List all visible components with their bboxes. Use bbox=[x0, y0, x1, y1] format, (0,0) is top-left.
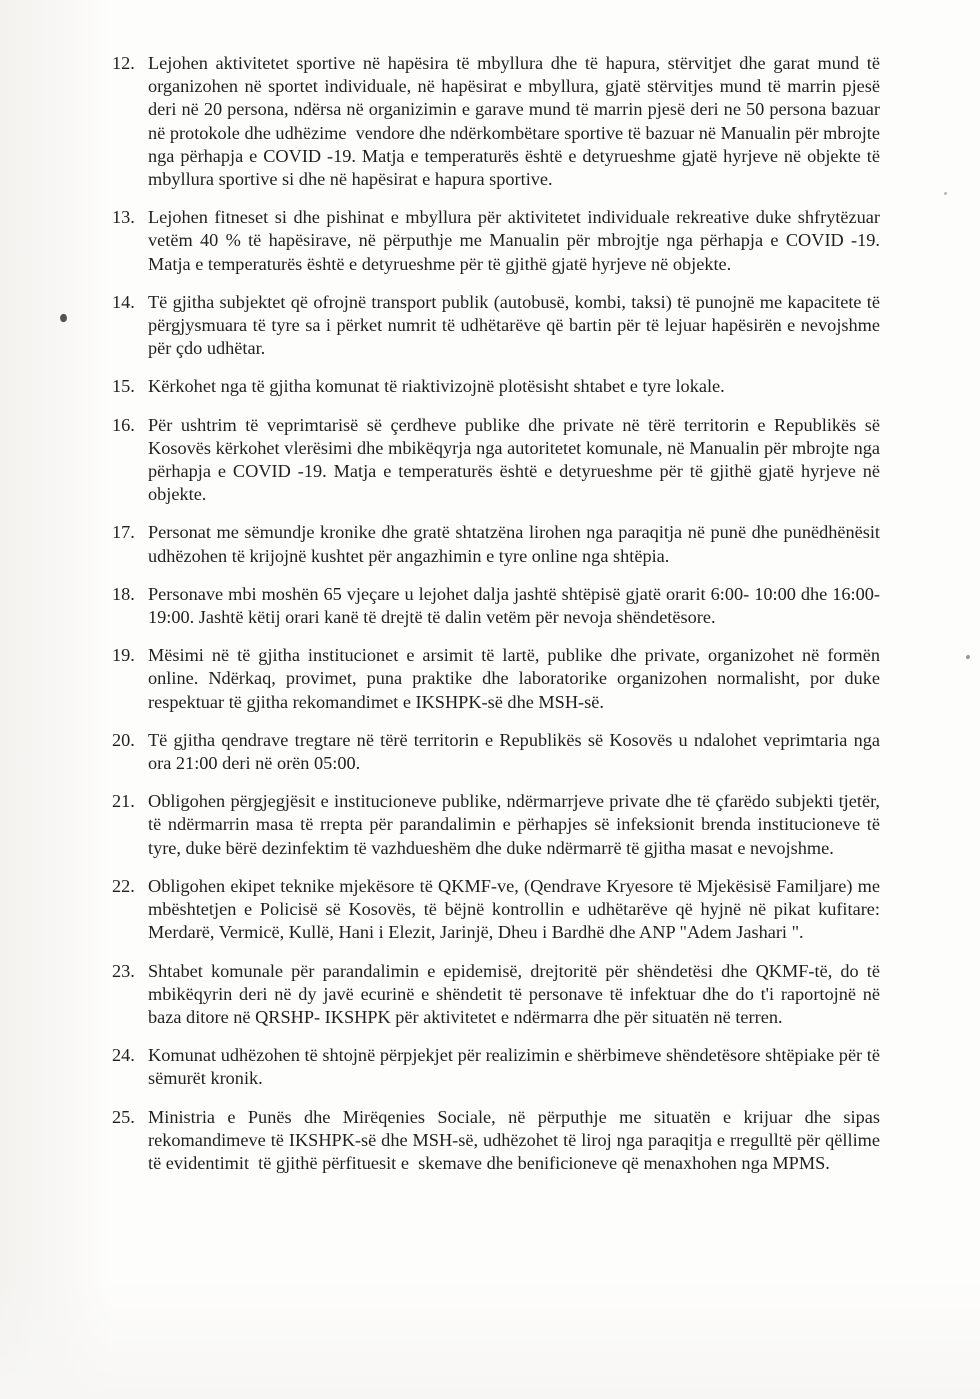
clause-number: 14. bbox=[112, 291, 135, 312]
clause-list bbox=[112, 52, 885, 1175]
clause-text: Ministria e Punës dhe Mirëqenies Sociale, në përputhje me situatën e krijuar dhe sipas rekomandimeve të IKSHPK-së dhe MSH-së, udhëzohet të liroj nga paraqitja e rregulltë për qëllime të evidentimit të gjithë përfituesit e skemave dhe benificioneve që menaxhohen nga MPMS. bbox=[148, 1106, 885, 1173]
clause-item bbox=[112, 1106, 885, 1176]
clause-text: Shtabet komunale për parandalimin e epidemisë, drejtoritë për shëndetësi dhe QKMF-të, do të mbikëqyrin deri në dy javë ecurinë e shëndetit të personave të infektuar dhe do t'i raportojnë në baza ditore në QRSHP- IKSHPK për aktivitetet e ndërmarra dhe për situatën në terren. bbox=[148, 960, 885, 1027]
clause-number: 19. bbox=[112, 645, 135, 666]
clause-number: 12. bbox=[112, 53, 135, 73]
clause-number: 21. bbox=[112, 791, 135, 812]
clause-text: Për ushtrim të veprimtarisë së çerdheve publike dhe private në tërë territorin e Republikës së Kosovës kërkohet vlerësimi dhe mbikëqyrja nga autoritetet komunale, në Manualin për mbrojte nga përhapja e COVID -19. Matja e temperaturës është e detyrueshme për të gjithë gjatë hyrjeve në objekte. bbox=[148, 414, 885, 505]
clause-number: 25. bbox=[112, 1106, 135, 1127]
clause-number: 20. bbox=[112, 729, 135, 750]
clause-text: Lejohen fitneset si dhe pishinat e mbyllura për aktivitetet individuale rekreative duke shfrytëzuar vetëm 40 % të hapësirave, në përputhje me Manualin për mbrojtje nga përhapja e COVID -19. Matja e temperaturës është e detyrueshme për të gjithë gjatë hyrjeve në objekte. bbox=[148, 207, 885, 274]
clause-item bbox=[112, 375, 880, 398]
clause-item bbox=[112, 875, 885, 945]
clause-text: Kërkohet nga të gjitha komunat të riaktivizojnë plotësisht shtabet e tyre lokale. bbox=[148, 376, 725, 397]
clause-text: Personave mbi moshën 65 vjeçare u lejohet dalja jashtë shtëpisë gjatë orarit 6:00- 10:00 dhe 16:00-19:00. Jashtë këtij orari kanë të drejtë të dalin vetëm për nevoja shëndetësore. bbox=[148, 583, 880, 628]
clause-text: Obligohen ekipet teknike mjekësore të QKMF-ve, (Qendrave Kryesore të Mjekësisë Familjare) me mbështetjen e Policisë së Kosovës, të bëjnë kontrollin e udhëtarëve që hyjnë në pikat kufitare: Merdarë, Vermicë, Kullë, Hani i Elezit, Jarinjë, Dheu i Bardhë dhe ANP "Adem Jashari ". bbox=[148, 875, 885, 943]
clause-text: Lejohen aktivitetet sportive në hapësira të mbyllura dhe të hapura, stërvitjet dhe garat mund të organizohen në sportet individuale, në hapësirat e mbyllura, gjatë stërvitjes mund të marrin pjesë deri në 20 persona, ndërsa në organizimin e garave mund të marrin pjesë deri ne 50 persona bazuar në protokole dhe udhëzime vendore dhe ndërkombëtare sportive të bazuar në Manualin për mbrojte nga përhapja e COVID -19. Matja e temperaturës është e detyrueshme gjatë hyrjeve në objekte të mbyllura sportive si dhe në hapësirat e hapura sportive. bbox=[148, 53, 885, 190]
ink-speck-mark-right bbox=[965, 654, 970, 659]
scan-gutter-shading bbox=[0, 0, 112, 1399]
clause-number: 17. bbox=[112, 522, 135, 543]
clause-item bbox=[112, 960, 885, 1030]
clause-text: Të gjitha qendrave tregtare në tërë territorin e Republikës së Kosovës u ndalohet veprimtaria nga ora 21:00 deri në orën 05:00. bbox=[148, 729, 885, 774]
clause-item bbox=[112, 583, 880, 629]
scan-bottom-shading bbox=[0, 1279, 980, 1399]
clause-number: 23. bbox=[112, 960, 135, 981]
clause-number: 24. bbox=[112, 1045, 135, 1066]
clause-item bbox=[112, 521, 885, 567]
clause-number: 13. bbox=[112, 207, 135, 228]
clause-item bbox=[112, 644, 885, 714]
clause-number: 22. bbox=[112, 875, 135, 896]
clause-item bbox=[112, 790, 885, 860]
clause-number: 16. bbox=[112, 414, 135, 435]
clause-text: Mësimi në të gjitha institucionet e arsimit të lartë, publike dhe private, organizohet në formën online. Ndërkaq, provimet, puna praktike dhe laboratorike organizohen normalisht, por duke respektuar të gjitha rekomandimet e IKSHPK-së dhe MSH-së. bbox=[148, 645, 885, 712]
clause-number: 18. bbox=[112, 583, 135, 604]
clause-item bbox=[112, 1044, 885, 1090]
clause-item bbox=[112, 52, 885, 191]
clause-text: Të gjitha subjektet që ofrojnë transport publik (autobusë, kombi, taksi) të punojnë me kapacitete të përgjysmuara të tyre sa i përket numrit të udhëtarëve që bartin për të lejuar hapësirën e nevojshme për çdo udhëtar. bbox=[148, 291, 885, 359]
ink-speck-mark bbox=[59, 313, 68, 323]
clause-text: Komunat udhëzohen të shtojnë përpjekjet për realizimin e shërbimeve shëndetësore shtëpiake për të sëmurët kronik. bbox=[148, 1045, 885, 1089]
clause-item bbox=[112, 729, 885, 775]
clause-number: 15. bbox=[112, 376, 135, 397]
clause-text: Obligohen përgjegjësit e institucioneve publike, ndërmarrjeve private dhe të çfarëdo subjekti tjetër, të ndërmarrin masa të rrepta për parandalimin e përhapjes së infeksionit brenda institucioneve të tyre, duke bërë dezinfektim të vazhdueshëm dhe duke ndërmarrë të gjitha masat e nevojshme. bbox=[148, 791, 885, 858]
clause-text: Personat me sëmundje kronike dhe gratë shtatzëna lirohen nga paraqitja në punë dhe punëdhënësit udhëzohen të krijojnë kushtet për angazhimin e tyre online nga shtëpia. bbox=[148, 522, 885, 566]
clause-item bbox=[112, 291, 885, 361]
clause-item bbox=[112, 414, 885, 507]
ink-speck-mark-upper-right bbox=[944, 192, 948, 196]
clause-item bbox=[112, 206, 885, 276]
